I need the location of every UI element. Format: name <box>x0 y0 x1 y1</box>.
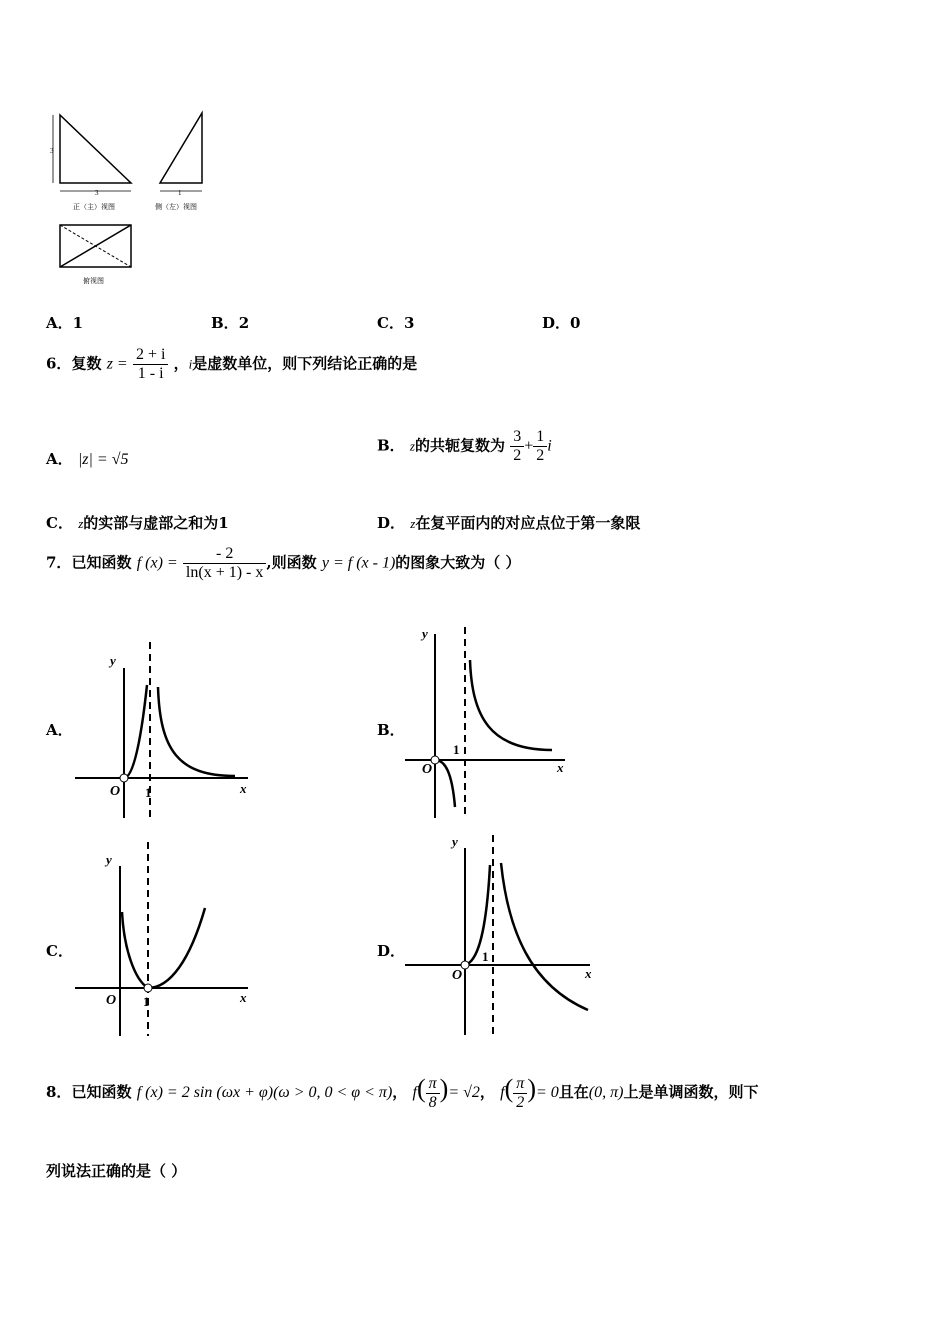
svg-text:y: y <box>106 852 112 867</box>
q6-option-b: B． z的共轭复数为 $\frac{3}{2}$ + $\frac{1}{2}$ i <box>377 428 552 464</box>
q7-option-a-label: A． <box>46 721 73 739</box>
svg-text:x: x <box>557 760 564 775</box>
q7-option-b-label: B． <box>377 721 405 739</box>
svg-text:x: x <box>240 990 247 1005</box>
front-view-label: 正（主）视图 <box>73 203 115 211</box>
tick-1: 1 <box>145 785 152 800</box>
svg-text:O: O <box>452 968 463 983</box>
front-dim-3b: 3 <box>95 189 99 197</box>
three-view-figure <box>45 105 220 290</box>
q6-option-a: A． |z| = √5 <box>46 450 129 468</box>
q6-stem: 6．复数 z = $\frac{2 + i}{1 - i}$ ，i是虚数单位，则下列结论正确的是 <box>46 346 418 382</box>
q8-stem-line2: 列说法正确的是（ ） <box>46 1162 187 1180</box>
svg-text:x: x <box>585 966 592 981</box>
top-view-label: 俯视图 <box>83 277 104 285</box>
svg-text:1: 1 <box>453 742 460 757</box>
q5-option-a: A．1 <box>46 314 84 332</box>
q7-graph-b <box>400 622 575 822</box>
front-view <box>60 115 131 183</box>
q7-graph-a <box>70 640 260 820</box>
q7-graph-d <box>400 830 600 1040</box>
q5-option-d: D．0 <box>542 314 581 332</box>
q6-option-c: C． z的实部与虚部之和为1 <box>46 514 229 532</box>
side-view <box>160 113 202 183</box>
svg-text:1: 1 <box>482 949 489 964</box>
origin-label: O <box>110 784 121 799</box>
front-dim-3: 3 <box>50 147 54 155</box>
y-axis-label: y <box>110 653 116 668</box>
q6-option-d: D． z在复平面内的对应点位于第一象限 <box>377 514 641 532</box>
q7-option-c-label: C． <box>46 942 73 960</box>
side-view-label: 侧（左）视图 <box>155 203 197 211</box>
q7-stem: 7．已知函数 f (x) = $\frac{- 2}{\ln(x + 1) - x}$ ,则函数 y = f (x - 1)的图象大致为（ ） <box>46 545 521 581</box>
q7-graph-c <box>70 840 260 1040</box>
q8-stem: 8．已知函数 f (x) = 2 sin (ωx + φ)(ω > 0, 0 < φ < π)， f( $\frac{\pi}{8}$ )= √2， f( $\frac{\pi}{2}$ )= 0且在(0, π)上是单调函数，则下 <box>46 1074 759 1111</box>
svg-text:O: O <box>422 762 433 777</box>
q5-option-b: B．2 <box>211 314 250 332</box>
svg-text:O: O <box>106 993 117 1008</box>
q7-option-d-label: D． <box>377 942 406 960</box>
svg-text:1: 1 <box>143 994 150 1009</box>
q5-option-c: C．3 <box>377 314 415 332</box>
svg-text:y: y <box>422 626 428 641</box>
svg-text:y: y <box>452 834 458 849</box>
side-dim-1: 1 <box>178 189 182 197</box>
x-axis-label: x <box>240 781 247 796</box>
